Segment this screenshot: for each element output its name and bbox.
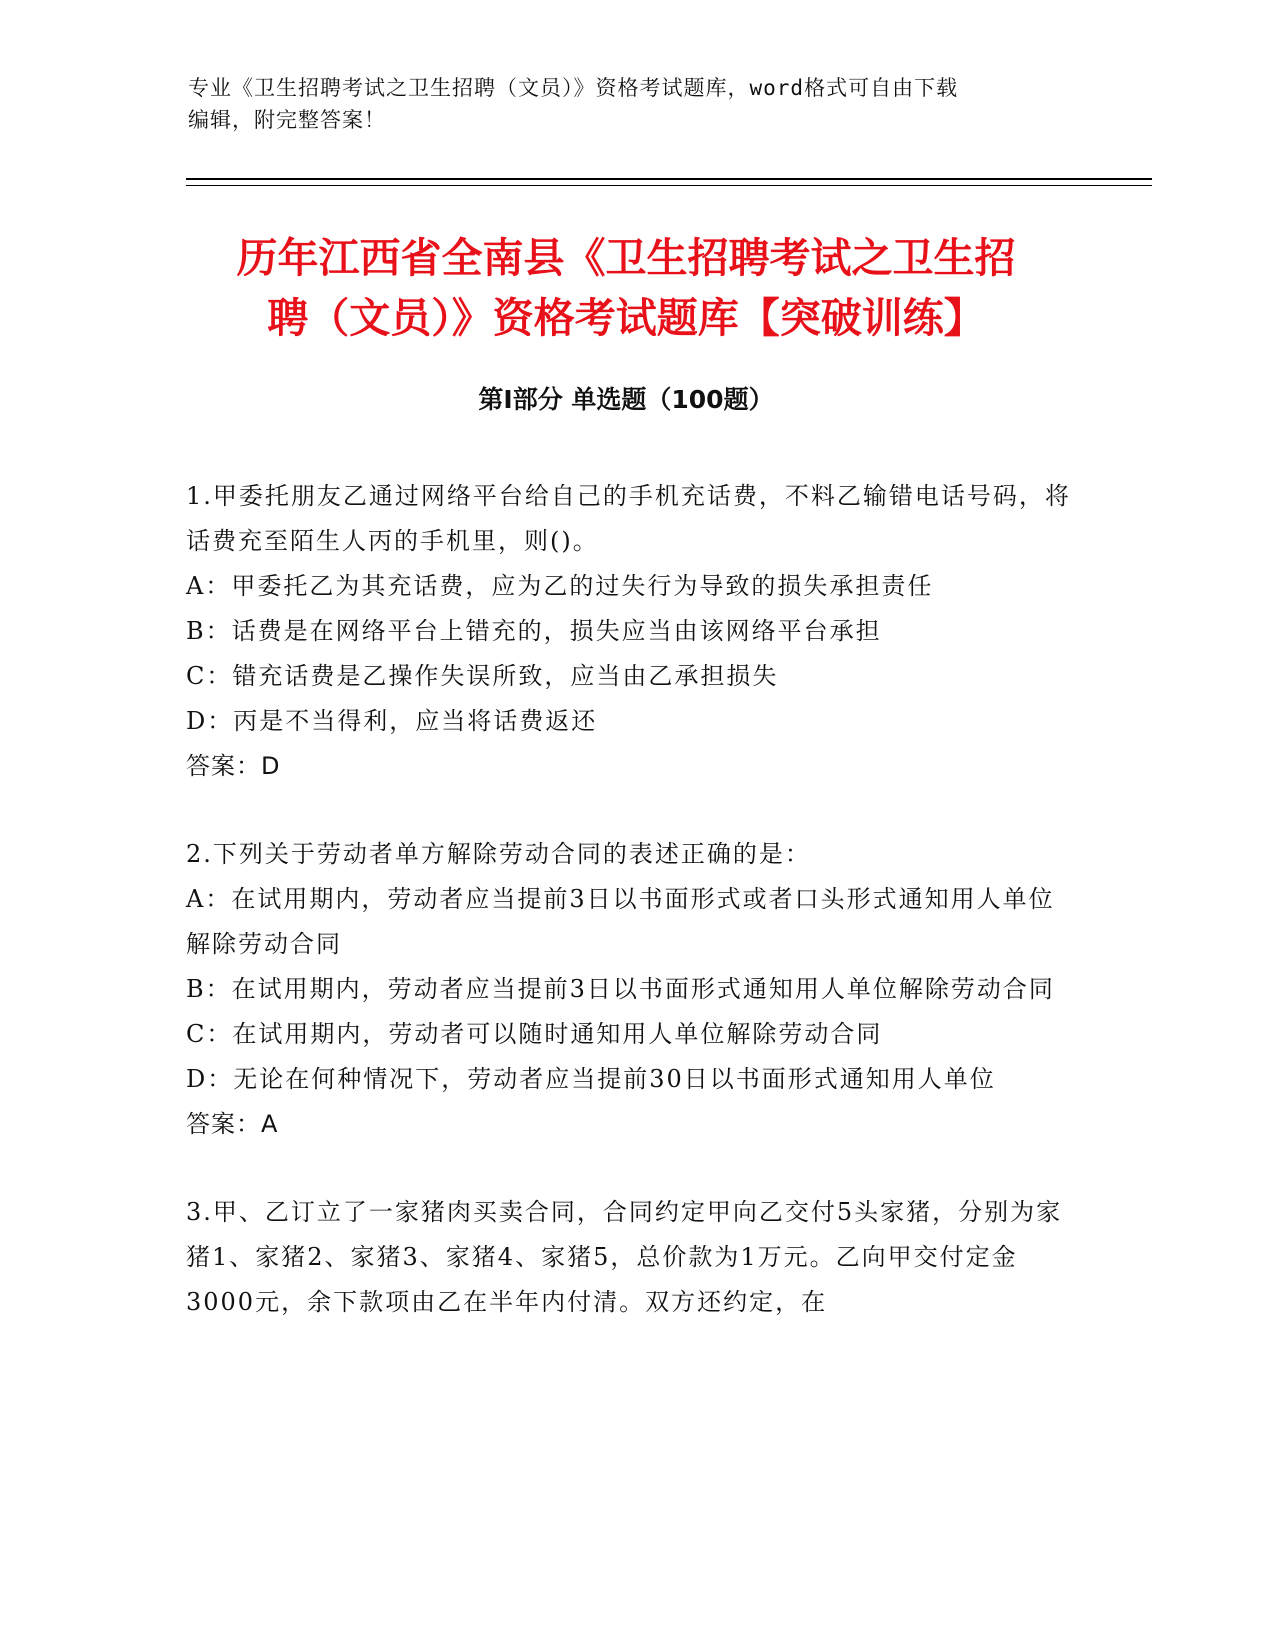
header-rule-thin — [186, 185, 1152, 186]
option-a: A：甲委托乙为其充话费，应为乙的过失行为导致的损失承担责任 — [186, 572, 934, 600]
header-line-2: 编辑，附完整答案！ — [188, 108, 386, 132]
header-rule-thick — [186, 178, 1152, 180]
title-line-1: 历年江西省全南县《卫生招聘考试之卫生招 — [236, 234, 1016, 282]
question-item — [186, 832, 1076, 1147]
option-d: D：无论在何种情况下，劳动者应当提前30日以书面形式通知用人单位 — [186, 1065, 996, 1093]
question-stem: 3.甲、乙订立了一家猪肉买卖合同，合同约定甲向乙交付5头家猪，分别为家猪1、家猪2、家猪3、家猪4、家猪5，总价款为1万元。乙向甲交付定金3000元，余下款项由乙在半年内付清。双方还约定，在 — [186, 1198, 1063, 1316]
section-heading: 第Ⅰ部分 单选题（100题） — [478, 385, 774, 414]
option-b: B：话费是在网络平台上错充的，损失应当由该网络平台承担 — [186, 617, 882, 645]
question-stem: 2.下列关于劳动者单方解除劳动合同的表述正确的是： — [186, 840, 811, 868]
question-item — [186, 474, 1076, 789]
page-header — [188, 72, 1088, 136]
option-a: A：在试用期内，劳动者应当提前3日以书面形式或者口头形式通知用人单位解除劳动合同 — [186, 885, 1055, 958]
title-line-2: 聘（文员）》资格考试题库【突破训练】 — [267, 294, 985, 342]
option-c: C：错充话费是乙操作失误所致，应当由乙承担损失 — [186, 662, 779, 690]
answer-line: 答案：D — [186, 752, 281, 780]
question-list — [186, 474, 1076, 1368]
option-b: B：在试用期内，劳动者应当提前3日以书面形式通知用人单位解除劳动合同 — [186, 975, 1055, 1003]
document-title — [186, 228, 1066, 348]
option-c: C：在试用期内，劳动者可以随时通知用人单位解除劳动合同 — [186, 1020, 883, 1048]
question-item — [186, 1190, 1076, 1325]
option-d: D：丙是不当得利，应当将话费返还 — [186, 707, 598, 735]
answer-line: 答案：A — [186, 1110, 279, 1138]
question-stem: 1.甲委托朋友乙通过网络平台给自己的手机充话费，不料乙输错电话号码，将话费充至陌生人丙的手机里，则()。 — [186, 482, 1071, 555]
header-line-1: 专业《卫生招聘考试之卫生招聘（文员）》资格考试题库，word格式可自由下载 — [188, 76, 959, 100]
